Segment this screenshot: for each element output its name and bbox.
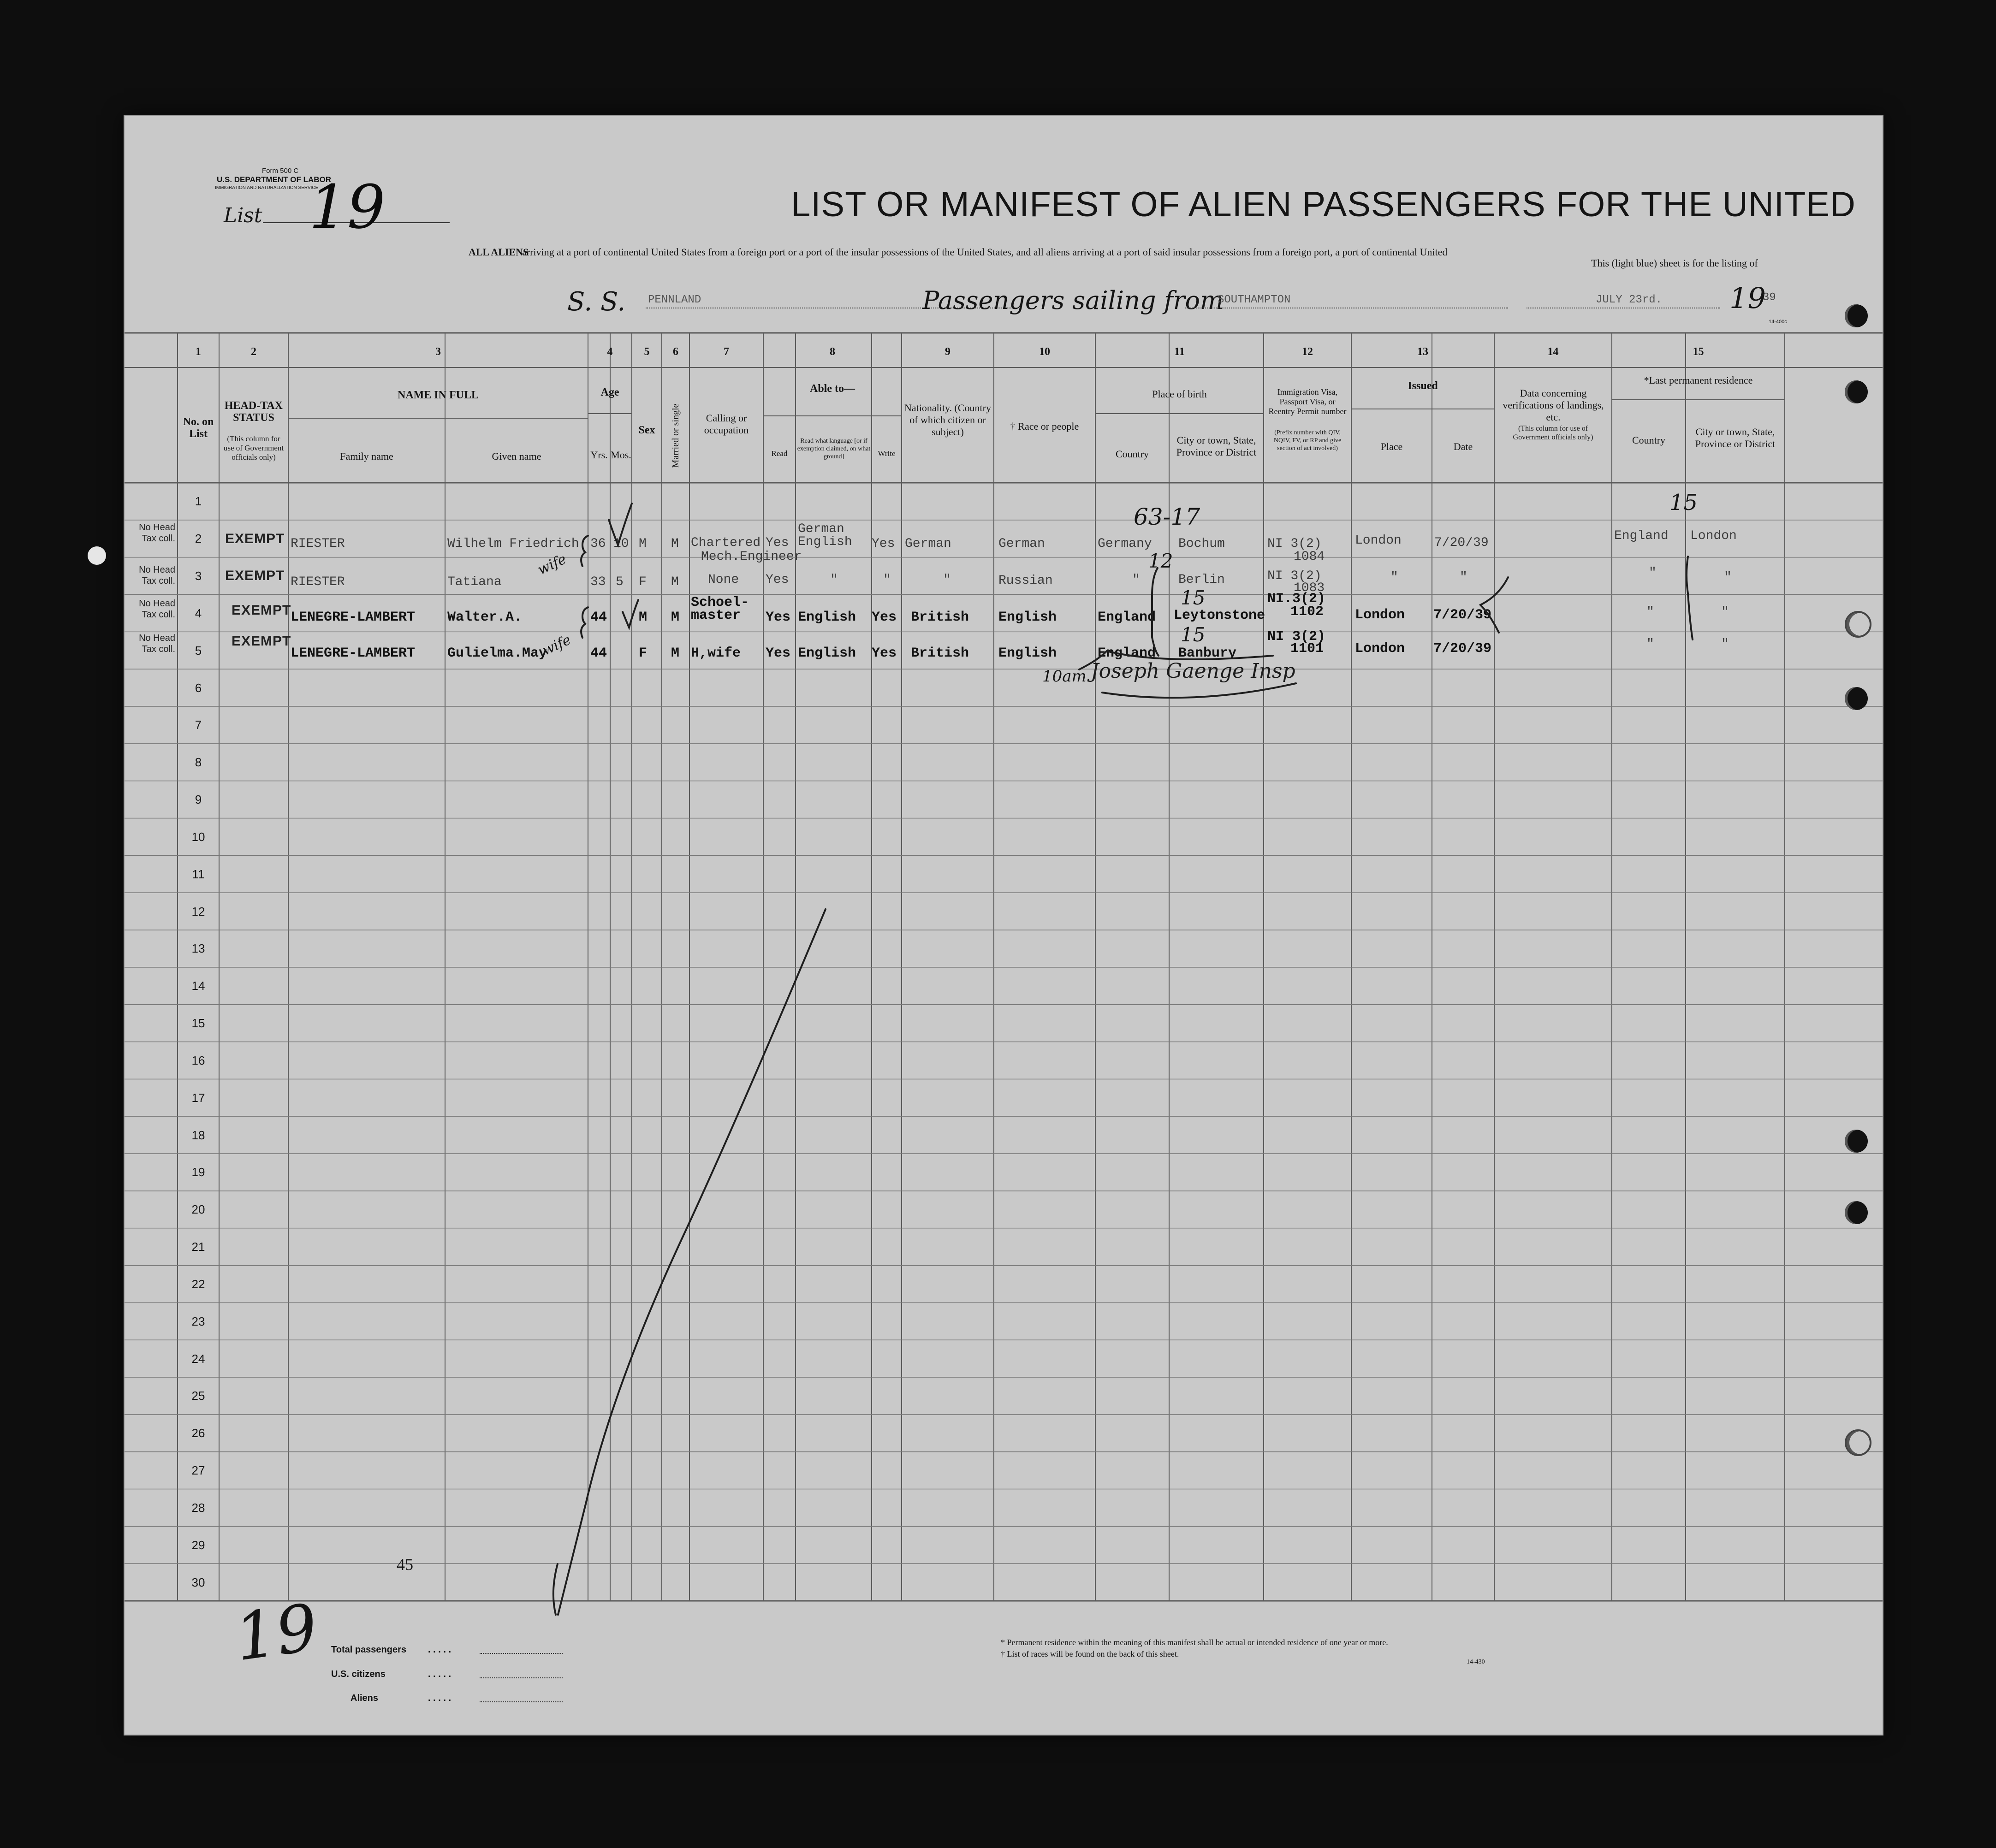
married-4: M (671, 646, 680, 661)
subtitle-2: This (light blue) sheet is for the listing of (1591, 257, 1758, 269)
col-number-14: 14 (1547, 346, 1559, 358)
visa-1b: 1084 (1294, 550, 1325, 564)
total-dots: . . . . . (428, 1645, 451, 1655)
form-code: 14-400c (1769, 319, 1787, 325)
row-number: 20 (191, 1202, 205, 1217)
tax-status-4: EXEMPT (232, 634, 291, 649)
read-3: Yes (766, 610, 791, 625)
row-number: 2 (195, 532, 202, 546)
issued-place-2: " (1390, 570, 1398, 585)
footer-code: 14-430 (1467, 1658, 1485, 1665)
visa-2b: 1083 (1294, 581, 1325, 595)
age-yrs-1: 36 (590, 537, 606, 551)
punch-hole (1845, 1201, 1868, 1224)
nationality-4: British (911, 646, 969, 661)
nationality-2: " (943, 573, 951, 587)
col-number-11: 11 (1174, 346, 1185, 358)
header-family-name: Family name (340, 450, 393, 462)
punch-hole (1845, 380, 1868, 403)
row-number: 17 (191, 1090, 205, 1105)
nationality-3: British (911, 610, 969, 625)
list-label: List (224, 204, 262, 227)
language-4: English (798, 646, 856, 661)
tax-status-3: EXEMPT (232, 603, 291, 618)
birth-country-4: England (1098, 646, 1156, 661)
birth-country-2: " (1132, 573, 1140, 587)
age-mos-2: 5 (616, 575, 624, 589)
col-number-12: 12 (1302, 346, 1313, 358)
row-number: 21 (191, 1240, 205, 1254)
manifest-sheet (124, 115, 1883, 1735)
header-married: Married or single (671, 403, 681, 468)
year: 39 (1763, 291, 1776, 304)
col-number-15: 15 (1693, 346, 1704, 358)
calling-2: None (708, 573, 739, 587)
subtitle-lead: ALL ALIENS (469, 246, 529, 258)
race-4: English (998, 646, 1057, 661)
header-place: Place (1380, 441, 1403, 452)
given-name-1: Wilhelm Friedrich (447, 537, 579, 551)
calling-4: H,wife (691, 646, 741, 661)
issued-place-1: London (1355, 533, 1402, 548)
issued-place-3: London (1355, 607, 1405, 623)
sex-2: F (639, 575, 647, 589)
tax-note-3: No Head Tax coll. (139, 598, 175, 620)
header-visa-note: (Prefix number with QIV, NQIV, FV, or RP and give section of act involved) (1273, 429, 1342, 452)
header-write: Write (878, 449, 896, 458)
handwritten-wife-1: wife (535, 551, 569, 578)
given-name-4: Gulielma.May (447, 646, 547, 661)
header-res-city: City or town, State, Province or District (1695, 426, 1776, 450)
header-age: Age (600, 386, 619, 398)
header-sex: Sex (638, 424, 655, 436)
handwritten-12: 12 (1148, 550, 1173, 572)
row-number: 24 (191, 1351, 205, 1366)
handwritten-15-c: 15 (1669, 490, 1698, 515)
res-city-1: London (1690, 529, 1737, 543)
family-name-4: LENEGRE-LAMBERT (291, 646, 416, 661)
language-3: English (798, 610, 856, 625)
read-1: Yes (766, 536, 789, 550)
col-number-6: 6 (673, 346, 678, 358)
header-country: Country (1115, 448, 1149, 460)
header-read: Read (771, 449, 788, 458)
header-data-note: (This column for use of Government officials only) (1513, 425, 1593, 441)
married-2: M (671, 575, 679, 589)
col-number-8: 8 (830, 346, 835, 358)
stamped-45: 45 (397, 1555, 413, 1574)
row-number: 6 (195, 681, 202, 695)
header-date: Date (1453, 441, 1473, 452)
punch-hole (88, 546, 106, 565)
birth-city-1: Bochum (1178, 537, 1225, 551)
total-passengers-label: Total passengers (331, 1645, 407, 1655)
handwritten-19: 19 (230, 1590, 322, 1676)
nationality-1: German (905, 537, 951, 551)
sailing-date: JULY 23rd. (1596, 294, 1663, 306)
row-number: 19 (191, 1165, 205, 1179)
handwritten-wife-2: wife (540, 632, 574, 659)
year-prefix: 19 (1729, 281, 1766, 315)
visa-4b: 1101 (1290, 641, 1324, 657)
language-2: " (830, 573, 838, 587)
visa-1: NI 3(2) (1267, 537, 1322, 551)
department: U.S. DEPARTMENT OF LABOR (217, 175, 332, 184)
res-city-3: " (1721, 605, 1729, 619)
birth-country-3: England (1098, 610, 1156, 625)
footnote-races: † List of races will be found on the back of this sheet. (1001, 1649, 1179, 1658)
res-country-2: " (1649, 566, 1657, 580)
res-city-2: " (1724, 570, 1732, 585)
res-city-4: " (1721, 637, 1729, 652)
family-name-2: RIESTER (291, 575, 345, 589)
given-name-3: Walter.A. (447, 610, 523, 625)
language-1: German (798, 522, 844, 536)
age-yrs-3: 44 (590, 610, 607, 625)
sex-1: M (639, 537, 647, 551)
language-1b: English (798, 535, 852, 549)
row-number: 22 (191, 1277, 205, 1291)
handwritten-15-a: 15 (1181, 586, 1206, 609)
race-3: English (998, 610, 1057, 625)
sailing-label: Passengers sailing from (922, 286, 1224, 315)
header-yrs: Yrs. (590, 449, 608, 461)
write-3: Yes (872, 610, 897, 625)
write-4: Yes (872, 646, 897, 661)
inspector-signature: Joseph Gaenge Insp (1091, 659, 1295, 683)
res-country-4: " (1646, 637, 1654, 652)
header-head-tax: HEAD-TAX STATUS (224, 400, 283, 424)
row-number: 29 (191, 1538, 205, 1552)
row-number: 11 (192, 867, 205, 881)
service: IMMIGRATION AND NATURALIZATION SERVICE (215, 185, 319, 190)
birth-city-3: Leytonstone (1174, 608, 1265, 623)
header-res-country: Country (1632, 434, 1666, 446)
col-number-5: 5 (644, 346, 650, 358)
row-number: 4 (195, 606, 202, 620)
aliens-line[interactable] (480, 1701, 563, 1702)
tax-note-4: No Head Tax coll. (139, 633, 175, 654)
birth-city-4: Banbury (1178, 646, 1237, 661)
header-race: † Race or people (1010, 421, 1079, 432)
tax-note-1: No Head Tax coll. (139, 522, 175, 544)
header-issued: Issued (1408, 380, 1438, 392)
header-mos: Mos. (611, 449, 631, 461)
row-number: 23 (191, 1314, 205, 1328)
birth-country-1: Germany (1098, 537, 1152, 551)
ship-name: PENNLAND (648, 294, 701, 306)
punch-hole (1845, 611, 1871, 638)
col-number-10: 10 (1039, 346, 1050, 358)
departure-port: SOUTHAMPTON (1218, 294, 1291, 306)
footnote-residence: * Permanent residence within the meaning of this manifest shall be actual or intended residence of one year or more. (1001, 1638, 1388, 1647)
handwritten-time: 10am (1042, 667, 1087, 686)
form-number: Form 500 C (262, 167, 299, 175)
row-number: 18 (191, 1128, 205, 1142)
row-number: 13 (191, 942, 205, 956)
row-number: 1 (195, 494, 202, 509)
handwritten-strokes (125, 116, 1883, 1735)
family-name-3: LENEGRE-LAMBERT (291, 610, 416, 625)
col-number-1: 1 (196, 346, 201, 358)
col-number-7: 7 (724, 346, 729, 358)
row-number: 15 (191, 1016, 205, 1031)
married-3: M (671, 610, 680, 625)
punch-hole (1845, 1429, 1871, 1456)
res-country-1: England (1614, 529, 1669, 543)
family-name-1: RIESTER (291, 537, 345, 551)
punch-hole (1845, 304, 1868, 327)
tax-status-2: EXEMPT (225, 568, 285, 583)
issued-place-4: London (1355, 641, 1405, 657)
row-number: 26 (191, 1426, 205, 1440)
header-city: City or town, State, Province or District (1176, 434, 1257, 458)
aliens-label: Aliens (350, 1693, 379, 1703)
row-number: 28 (191, 1500, 205, 1515)
tax-note-2: No Head Tax coll. (139, 565, 175, 586)
res-country-3: " (1646, 605, 1654, 619)
row-number: 3 (195, 569, 202, 583)
row-number: 27 (191, 1463, 205, 1478)
handwritten-15-b: 15 (1181, 623, 1206, 646)
sex-4: F (639, 646, 648, 661)
row-number: 5 (195, 643, 202, 657)
row-number: 10 (191, 829, 205, 844)
header-able-to: Able to— (810, 383, 855, 395)
read-4: Yes (766, 646, 791, 661)
header-no-on-list: No. on List (183, 416, 214, 440)
calling-3: Schoel- (691, 595, 749, 610)
age-yrs-2: 33 (590, 575, 606, 589)
read-2: Yes (766, 573, 789, 587)
col-number-9: 9 (945, 346, 950, 358)
col-number-13: 13 (1417, 346, 1428, 358)
row-number: 12 (191, 904, 205, 918)
list-number: 19 (309, 172, 386, 242)
row-number: 8 (195, 755, 202, 770)
sex-3: M (639, 610, 648, 625)
subtitle: arriving at a port of continental United States from a foreign port or a port of the insular possessions of the United States, and all aliens arriving at a port of said insular possessions from a foreign port, a port of continental United (522, 246, 1448, 258)
race-1: German (998, 537, 1045, 551)
header-place-of-birth: Place of birth (1152, 388, 1207, 400)
punch-hole (1845, 1130, 1868, 1153)
header-calling: Calling or occupation (704, 412, 749, 436)
tax-status-1: EXEMPT (225, 531, 285, 546)
header-data-landings: Data concerning verifications of landings, etc. (1503, 387, 1604, 423)
page-title: LIST OR MANIFEST OF ALIEN PASSENGERS FOR THE UNITED (791, 185, 1856, 224)
col-number-2: 2 (251, 346, 256, 358)
calling-1: Chartered (691, 536, 761, 550)
row-number: 9 (195, 793, 202, 807)
citizens-dots: . . . . . (428, 1669, 451, 1679)
total-passengers-line[interactable] (480, 1653, 563, 1654)
col-number-4: 4 (607, 346, 613, 358)
age-mos-1: 10 (613, 537, 629, 551)
married-1: M (671, 537, 679, 551)
aliens-dots: . . . . . (428, 1693, 451, 1703)
visa-3: NI.3(2) (1267, 591, 1326, 607)
issued-date-2: " (1460, 570, 1467, 585)
visa-2: NI 3(2) (1267, 569, 1322, 583)
punch-hole (1845, 687, 1868, 710)
row-number: 7 (195, 718, 202, 732)
header-given-name: Given name (492, 450, 541, 462)
us-citizens-label: U.S. citizens (331, 1669, 386, 1679)
given-name-2: Tatiana (447, 575, 502, 589)
row-number: 16 (191, 1053, 205, 1067)
issued-date-1: 7/20/39 (1434, 536, 1489, 550)
header-read-language: Read what language [or if exemption claimed, on what ground] (797, 438, 871, 460)
header-visa: Immigration Visa, Passport Visa, or Reentry Permit number (1268, 387, 1347, 416)
age-yrs-4: 44 (590, 646, 607, 661)
row-number: 30 (191, 1575, 205, 1589)
race-2: Russian (998, 574, 1053, 588)
write-2: " (883, 573, 891, 587)
calling-1b: Mech.Engineer (701, 550, 802, 564)
col-number-3: 3 (435, 346, 441, 358)
us-citizens-line[interactable] (480, 1677, 563, 1678)
visa-3b: 1102 (1290, 604, 1324, 620)
birth-city-2: Berlin (1178, 573, 1225, 587)
header-head-tax-note: (This column for use of Government officials only) (223, 434, 284, 462)
ss-label: S. S. (567, 287, 626, 317)
calling-3b: master (691, 608, 741, 623)
issued-date-4: 7/20/39 (1433, 641, 1492, 657)
row-number: 25 (191, 1389, 205, 1403)
row-number: 14 (191, 979, 205, 993)
header-name-in-full: NAME IN FULL (397, 389, 479, 401)
write-1: Yes (872, 537, 895, 551)
header-nationality: Nationality. (Country of which citizen or subject) (904, 402, 991, 438)
handwritten-birth-code: 63-17 (1134, 503, 1200, 530)
visa-4: NI 3(2) (1267, 629, 1326, 645)
header-last-residence: *Last permanent residence (1644, 374, 1753, 386)
issued-date-3: 7/20/39 (1433, 607, 1492, 623)
